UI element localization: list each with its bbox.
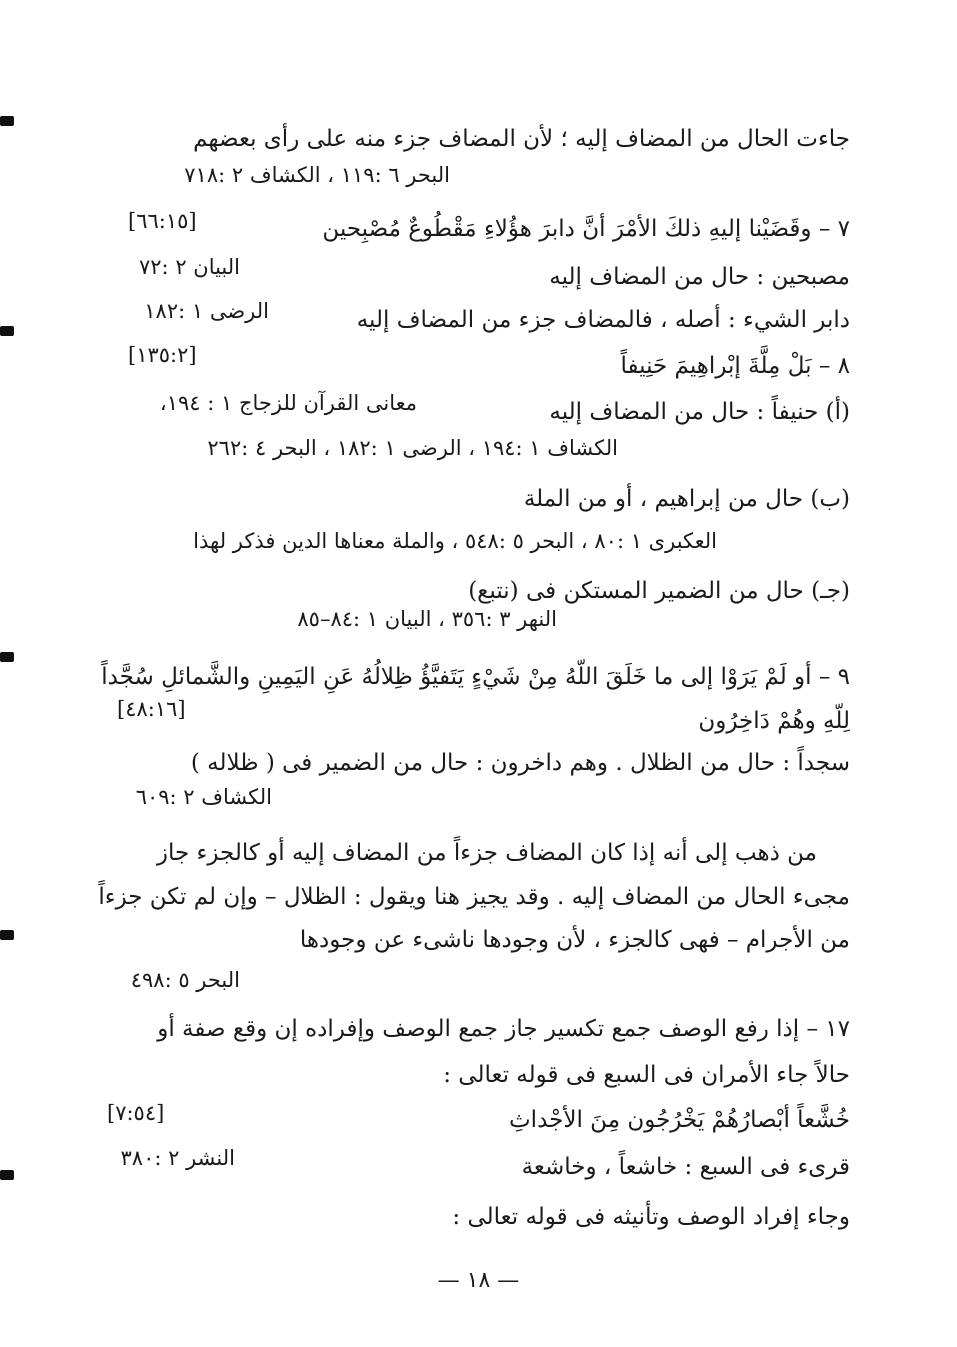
text-line: سجداً : حال من الظلال . وهم داخرون : حال من الضمير فى ( ظلاله ): [190, 750, 850, 776]
page-number: — ١٨ —: [437, 1268, 520, 1293]
margin-mark: [0, 930, 14, 940]
text-line: ١٧ – إذا رفع الوصف جمع تكسير جاز جمع الوصف وإفراده إن وقع صفة أو: [157, 1016, 850, 1042]
margin-mark: [0, 116, 14, 126]
margin-mark: [0, 652, 14, 662]
text-line: من الأجرام – فهى كالجزء ، لأن وجودها ناشىء عن وجودها: [299, 927, 850, 953]
text-line: جاءت الحال من المضاف إليه ؛ لأن المضاف جزء منه على رأى بعضهم: [193, 126, 850, 152]
reference-line: النهر ٣ :٣٥٦ ، البيان ١ :٨٤–٨٥: [297, 607, 557, 631]
reference-line: البيان ٢ :٧٢: [138, 255, 240, 279]
verse-line: خُشَّعاً أبْصارُهُمْ يَخْرُجُون مِنَ الأجْداثِ: [509, 1107, 850, 1133]
verse-reference: [٤٨:١٦]: [117, 697, 186, 721]
verse-line: ٩ – أو لَمْ يَرَوْا إلى ما خَلَقَ اللّهُ مِنْ شَيْءٍ يَتَفيَّؤُ ظِلالُهُ عَنِ اليَمِينِ والشَّمائلِ سُجَّداً: [101, 664, 850, 690]
text-line: وجاء إفراد الوصف وتأنيثه فى قوله تعالى :: [452, 1204, 850, 1230]
text-line: (جـ) حال من الضمير المستكن فى (نتبع): [468, 578, 850, 604]
reference-line: النشر ٢ :٣٨٠: [120, 1146, 235, 1170]
reference-line: الكشاف ٢ :٦٠٩: [135, 785, 272, 809]
verse-line: ٧ – وقَضَيْنا إليهِ ذلكَ الأمْرَ أنَّ دابرَ هؤُلاءِ مَقْطُوعٌ مُصْبِحين: [322, 216, 850, 242]
text-line: (ب) حال من إبراهيم ، أو من الملة: [523, 486, 850, 512]
margin-mark: [0, 1170, 14, 1180]
reference-line: معانى القرآن للزجاج ١ : ١٩٤،: [159, 391, 417, 415]
text-line: قرىء فى السبع : خاشعاً ، وخاشعة: [521, 1154, 850, 1180]
reference-line: الكشاف ١ :١٩٤ ، الرضى ١ :١٨٢ ، البحر ٤ :٢٦٢: [207, 436, 618, 460]
verse-reference: [١٣٥:٢]: [128, 343, 197, 367]
text-line: مجىء الحال من المضاف إليه . وقد يجيز هنا ويقول : الظلال – وإن لم تكن جزءاً: [98, 884, 850, 910]
margin-mark: [0, 326, 14, 336]
verse-reference: [٦٦:١٥]: [128, 209, 197, 233]
verse-line: ٨ – بَلْ مِلَّةَ إبْراهِيمَ حَنِيفاً: [620, 353, 850, 379]
reference-line: البحر ٥ :٤٩٨: [130, 968, 240, 992]
text-line: (أ) حنيفاً : حال من المضاف إليه: [549, 399, 850, 425]
text-line: مصبحين : حال من المضاف إليه: [549, 264, 850, 290]
reference-line: البحر ٦ :١١٩ ، الكشاف ٢ :٧١٨: [184, 163, 450, 187]
reference-line: الرضى ١ :١٨٢: [144, 299, 269, 323]
text-line: دابر الشيء : أصله ، فالمضاف جزء من المضاف إليه: [356, 307, 850, 333]
text-line: حالاً جاء الأمران فى السبع فى قوله تعالى :: [443, 1062, 850, 1088]
reference-line: العكبرى ١ :٨٠ ، البحر ٥ :٥٤٨ ، والملة معناها الدين فذكر لهذا: [193, 529, 717, 553]
verse-line: لِلّهِ وهُمْ دَاخِرُون: [698, 708, 850, 734]
text-line: من ذهب إلى أنه إذا كان المضاف جزءاً من المضاف إليه أو كالجزء جاز: [156, 840, 817, 866]
verse-reference: [٧:٥٤]: [107, 1101, 165, 1125]
